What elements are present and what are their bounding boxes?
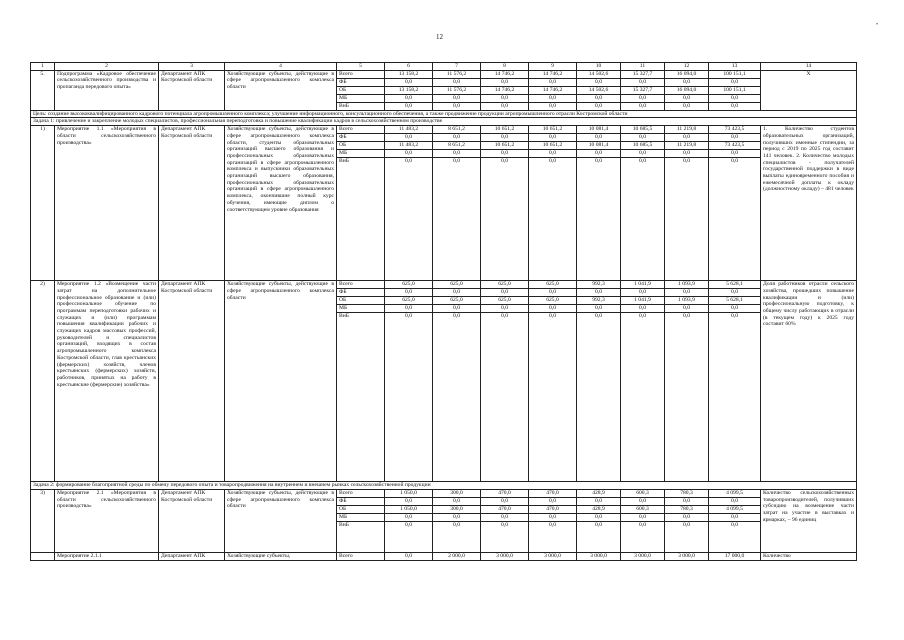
amount-cell: 13 158,2	[385, 70, 433, 78]
funding-source: ФБ	[337, 289, 385, 297]
amount-cell: 10 685,5	[621, 142, 665, 150]
amount-cell: 11 219,8	[665, 126, 709, 134]
amount-cell: 470,0	[481, 489, 529, 497]
task1-row-text: Задача 1: привлечение и закрепление молодых специалистов, профессиональная переподготовка и повышение квалификации кадров в сельскохозяйственном производстве	[31, 118, 857, 126]
expected-result: Количество	[761, 552, 857, 560]
amount-cell: 0,0	[577, 313, 621, 482]
amount-cell: 992,3	[577, 297, 621, 305]
amount-cell: 0,0	[709, 289, 761, 297]
amount-cell: 0,0	[577, 521, 621, 552]
amount-cell: 16 094,0	[665, 70, 709, 78]
amount-cell: 0,0	[385, 521, 433, 552]
amount-cell: 0,0	[665, 497, 709, 505]
amount-cell: 0,0	[621, 102, 665, 110]
amount-cell: 1 050,0	[385, 489, 433, 497]
row-number: 2)	[31, 281, 55, 482]
amount-cell: 0,0	[621, 305, 665, 313]
amount-cell: 0,0	[481, 305, 529, 313]
amount-cell: 0,0	[577, 289, 621, 297]
amount-cell: 0,0	[577, 305, 621, 313]
amount-cell: 11 576,2	[433, 86, 481, 94]
amount-cell: 10 651,2	[481, 126, 529, 134]
executor: Департамент АПК	[159, 552, 225, 560]
funding-source: Всего	[337, 126, 385, 134]
amount-cell: 0,0	[709, 150, 761, 158]
column-number: 5	[337, 63, 385, 71]
amount-cell: 992,3	[577, 281, 621, 289]
amount-cell: 0,0	[621, 150, 665, 158]
amount-cell: 0,0	[665, 150, 709, 158]
amount-cell: 0,0	[433, 158, 481, 281]
participants: Хозяйствующие субъекты, действующие в сфере агропромышленного комплекса области	[225, 281, 337, 482]
amount-cell: 4 099,5	[709, 505, 761, 513]
program-table	[30, 62, 857, 561]
funding-source: МБ	[337, 513, 385, 521]
amount-cell: 625,0	[481, 297, 529, 305]
task2-row	[31, 482, 857, 490]
amount-cell: 100 151,1	[709, 86, 761, 94]
amount-cell: 0,0	[385, 134, 433, 142]
amount-cell: 0,0	[665, 305, 709, 313]
funding-source: ФБ	[337, 134, 385, 142]
amount-cell: 0,0	[385, 150, 433, 158]
amount-cell: 625,0	[385, 281, 433, 289]
amount-cell: 625,0	[385, 297, 433, 305]
amount-cell: 0,0	[529, 521, 577, 552]
amount-cell: 0,0	[665, 521, 709, 552]
amount-cell: 11 483,2	[385, 142, 433, 150]
amount-cell: 1 041,9	[621, 281, 665, 289]
amount-cell: 0,0	[433, 78, 481, 86]
amount-cell: 0,0	[577, 158, 621, 281]
column-number: 4	[225, 63, 337, 71]
amount-cell: 4 099,5	[709, 489, 761, 497]
amount-cell: 0,0	[481, 158, 529, 281]
amount-cell: 3 000,0	[621, 552, 665, 560]
amount-cell: 625,0	[433, 281, 481, 289]
amount-cell: 14 746,2	[529, 70, 577, 78]
amount-cell: 11 219,8	[665, 142, 709, 150]
participants: Хозяйствующие субъекты,	[225, 552, 337, 560]
funding-source: ОБ	[337, 142, 385, 150]
amount-cell: 0,0	[577, 94, 621, 102]
amount-cell: 0,0	[621, 497, 665, 505]
amount-cell: 428,9	[577, 489, 621, 497]
amount-cell: 0,0	[621, 134, 665, 142]
amount-cell: 15 327,7	[621, 70, 665, 78]
amount-cell: 0,0	[433, 134, 481, 142]
funding-source: ОБ	[337, 86, 385, 94]
task1-row	[31, 118, 857, 126]
amount-cell: 300,0	[433, 505, 481, 513]
amount-cell: 0,0	[433, 150, 481, 158]
executor: Департамент АПК Костромской области	[159, 70, 225, 110]
amount-cell: 0,0	[621, 521, 665, 552]
page-number: 12	[436, 33, 443, 41]
amount-cell: 5 628,1	[709, 281, 761, 289]
column-number: 9	[529, 63, 577, 71]
row-number: 1)	[31, 126, 55, 281]
participants: Хозяйствующие субъекты, действующие в сфере агропромышленного комплекса области	[225, 489, 337, 552]
amount-cell: 15 327,7	[621, 86, 665, 94]
amount-cell: 1 041,9	[621, 297, 665, 305]
funding-source: ВнБ	[337, 313, 385, 482]
amount-cell: 1 093,9	[665, 297, 709, 305]
amount-cell: 0,0	[621, 78, 665, 86]
funding-source: МБ	[337, 150, 385, 158]
amount-cell: 10 651,2	[481, 142, 529, 150]
expected-result: 1. Количество студентов образовательных организаций, получивших именные стипендии, за период с 2019 по 2025 год составит 141 человек. 2. Количество молодых специалистов - получателей государственной поддержки в виде выплаты единовременного пособия и ежемесячной доплаты к окладу (должностному окладу) – 481 человек	[761, 126, 857, 281]
funding-source: ВнБ	[337, 521, 385, 552]
amount-cell: 0,0	[709, 521, 761, 552]
finance-row	[31, 489, 857, 497]
amount-cell: 0,0	[529, 150, 577, 158]
amount-cell: 0,0	[709, 134, 761, 142]
amount-cell: 625,0	[529, 281, 577, 289]
column-number: 11	[621, 63, 665, 71]
column-number: 7	[433, 63, 481, 71]
amount-cell: 0,0	[433, 313, 481, 482]
amount-cell: 100 151,1	[709, 70, 761, 78]
amount-cell: 11 483,2	[385, 126, 433, 134]
amount-cell: 0,0	[709, 94, 761, 102]
amount-cell: 0,0	[481, 313, 529, 482]
amount-cell: 8 651,2	[433, 142, 481, 150]
column-number: 2	[55, 63, 159, 71]
expected-result: Количество сельскохозяйственных товаропроизводителей, получивших субсидию на возмещение части затрат на участие в выставках и ярмарках, – 96 единиц	[761, 489, 857, 552]
column-number: 12	[665, 63, 709, 71]
column-number: 8	[481, 63, 529, 71]
amount-cell: 14 746,2	[529, 86, 577, 94]
amount-cell: 0,0	[665, 134, 709, 142]
amount-cell: 0,0	[665, 94, 709, 102]
amount-cell: 0,0	[577, 513, 621, 521]
measure-name: Мероприятие 2.1.1	[55, 552, 159, 560]
amount-cell: 0,0	[385, 513, 433, 521]
amount-cell: 0,0	[577, 102, 621, 110]
amount-cell: 2 000,0	[433, 552, 481, 560]
finance-row	[31, 70, 857, 78]
amount-cell: 0,0	[665, 513, 709, 521]
funding-source: ВнБ	[337, 102, 385, 110]
amount-cell: 0,0	[433, 102, 481, 110]
participants: Хозяйствующие субъекты, действующие в сфере агропромышленного комплекса области	[225, 70, 337, 110]
amount-cell: 0,0	[665, 313, 709, 482]
column-number: 10	[577, 63, 621, 71]
funding-source: ФБ	[337, 78, 385, 86]
measure-name: Мероприятие 2.1 «Мероприятия в области сельскохозяйственного производства»	[55, 489, 159, 552]
amount-cell: 0,0	[529, 134, 577, 142]
amount-cell: 0,0	[529, 94, 577, 102]
amount-cell: 0,0	[385, 78, 433, 86]
funding-source: МБ	[337, 94, 385, 102]
expected-result: X	[761, 70, 857, 110]
amount-cell: 0,0	[709, 305, 761, 313]
funding-source: Всего	[337, 552, 385, 560]
amount-cell: 0,0	[709, 78, 761, 86]
amount-cell: 0,0	[665, 102, 709, 110]
amount-cell: 0,0	[481, 521, 529, 552]
column-number: 6	[385, 63, 433, 71]
amount-cell: 0,0	[709, 313, 761, 482]
row-number: 5.	[31, 70, 55, 110]
amount-cell: 470,0	[529, 489, 577, 497]
amount-cell: 0,0	[385, 102, 433, 110]
column-number: 3	[159, 63, 225, 71]
amount-cell: 0,0	[709, 102, 761, 110]
amount-cell: 428,9	[577, 505, 621, 513]
amount-cell: 0,0	[529, 102, 577, 110]
amount-cell: 0,0	[481, 102, 529, 110]
amount-cell: 0,0	[385, 313, 433, 482]
amount-cell: 0,0	[385, 552, 433, 560]
amount-cell: 0,0	[529, 313, 577, 482]
amount-cell: 17 000,0	[709, 552, 761, 560]
executor: Департамент АПК Костромской области	[159, 489, 225, 552]
amount-cell: 470,0	[529, 505, 577, 513]
amount-cell: 0,0	[481, 150, 529, 158]
amount-cell: 1 050,0	[385, 505, 433, 513]
amount-cell: 0,0	[621, 513, 665, 521]
row-number	[31, 552, 55, 560]
amount-cell: 3 000,0	[665, 552, 709, 560]
column-number: 14	[761, 63, 857, 71]
amount-cell: 0,0	[481, 78, 529, 86]
amount-cell: 14 502,6	[577, 86, 621, 94]
funding-source: ФБ	[337, 497, 385, 505]
amount-cell: 5 628,1	[709, 297, 761, 305]
amount-cell: 8 651,2	[433, 126, 481, 134]
amount-cell: 625,0	[481, 281, 529, 289]
amount-cell: 0,0	[385, 305, 433, 313]
funding-source: ОБ	[337, 297, 385, 305]
amount-cell: 0,0	[385, 289, 433, 297]
task2-row-text: Задача 2: формирование благоприятной среды по обмену передового опыта и товаропродвижения на внутреннем и внешнем рынках сельскохозяйственной продукции	[31, 482, 857, 490]
amount-cell: 0,0	[433, 513, 481, 521]
amount-cell: 0,0	[577, 134, 621, 142]
scan-mark: •	[876, 22, 879, 28]
amount-cell: 10 685,5	[621, 126, 665, 134]
finance-row	[31, 552, 857, 560]
funding-source: Всего	[337, 489, 385, 497]
column-numbers-row	[31, 63, 857, 71]
amount-cell: 0,0	[385, 497, 433, 505]
amount-cell: 0,0	[529, 158, 577, 281]
amount-cell: 0,0	[433, 289, 481, 297]
amount-cell: 600,3	[621, 505, 665, 513]
amount-cell: 3 000,0	[577, 552, 621, 560]
funding-source: Всего	[337, 70, 385, 78]
executor: Департамент АПК Костромской области	[159, 281, 225, 482]
amount-cell: 0,0	[621, 313, 665, 482]
amount-cell: 3 000,0	[529, 552, 577, 560]
amount-cell: 0,0	[433, 521, 481, 552]
column-number: 1	[31, 63, 55, 71]
amount-cell: 0,0	[577, 497, 621, 505]
amount-cell: 14 746,2	[481, 70, 529, 78]
amount-cell: 0,0	[433, 94, 481, 102]
measure-name: Мероприятие 1.1 «Мероприятия в области сельскохозяйственного производства»	[55, 126, 159, 281]
funding-source: Всего	[337, 281, 385, 289]
amount-cell: 0,0	[665, 289, 709, 297]
amount-cell: 600,3	[621, 489, 665, 497]
amount-cell: 14 502,6	[577, 70, 621, 78]
amount-cell: 73 423,5	[709, 142, 761, 150]
amount-cell: 0,0	[709, 497, 761, 505]
amount-cell: 0,0	[621, 94, 665, 102]
amount-cell: 73 423,5	[709, 126, 761, 134]
amount-cell: 0,0	[665, 78, 709, 86]
amount-cell: 470,0	[481, 505, 529, 513]
executor: Департамент АПК Костромской области	[159, 126, 225, 281]
amount-cell: 0,0	[709, 158, 761, 281]
amount-cell: 0,0	[577, 78, 621, 86]
amount-cell: 1 093,9	[665, 281, 709, 289]
amount-cell: 10 651,2	[529, 142, 577, 150]
amount-cell: 0,0	[621, 158, 665, 281]
row-number: 3)	[31, 489, 55, 552]
amount-cell: 0,0	[385, 158, 433, 281]
amount-cell: 13 158,2	[385, 86, 433, 94]
amount-cell: 0,0	[529, 289, 577, 297]
finance-row	[31, 281, 857, 289]
finance-row	[31, 126, 857, 134]
amount-cell: 14 746,2	[481, 86, 529, 94]
amount-cell: 10 081,4	[577, 126, 621, 134]
participants: Хозяйствующие субъекты, действующие в сфере агропромышленного комплекса области, студенты образовательных организаций высшего образования и профессиональных образовательных организаций в сфере агропромышленного комплекса и выпускники образовательных организаций высшего образования, профессиональных образовательных организаций в сфере агропромышленного комплекса, окончившие полный курс обучения, имеющие диплом о соответствующем уровне образования	[225, 126, 337, 281]
amount-cell: 0,0	[481, 289, 529, 297]
amount-cell: 0,0	[481, 134, 529, 142]
amount-cell: 0,0	[621, 289, 665, 297]
funding-source: ОБ	[337, 505, 385, 513]
amount-cell: 0,0	[433, 305, 481, 313]
amount-cell: 10 081,4	[577, 142, 621, 150]
measure-name: Подпрограмма «Кадровое обеспечение сельскохозяйственного производства и пропаганда передового опыта»	[55, 70, 159, 110]
amount-cell: 0,0	[529, 78, 577, 86]
measure-name: Мероприятие 1.2 «Возмещение части затрат на дополнительное профессиональное образование и (или) профессиональное обучение по программам переподготовки рабочих и служащих и (или) программам повышения квалификации рабочих и служащих кадров массовых профессий, руководителей и специалистов организаций, входящих в состав агропромышленного комплекса Костромской области, глав крестьянских (фермерских) хозяйств, членов крестьянских (фермерских) хозяйств, работников, принятых на работу в крестьянские (фермерские) хозяйства»	[55, 281, 159, 482]
amount-cell: 0,0	[709, 513, 761, 521]
amount-cell: 625,0	[529, 297, 577, 305]
amount-cell: 16 094,0	[665, 86, 709, 94]
amount-cell: 0,0	[529, 305, 577, 313]
funding-source: ВнБ	[337, 158, 385, 281]
amount-cell: 3 000,0	[481, 552, 529, 560]
amount-cell: 10 651,2	[529, 126, 577, 134]
goal-row-text: Цель: создание высококвалифицированного кадрового потенциала агропромышленного комплекса; улучшение информационного, консультационного обеспечения, а также продвижение продукции агропромышленного отрасли Костромской области	[31, 110, 857, 118]
amount-cell: 0,0	[577, 150, 621, 158]
amount-cell: 300,0	[433, 489, 481, 497]
amount-cell: 0,0	[433, 497, 481, 505]
funding-source: МБ	[337, 305, 385, 313]
amount-cell: 780,3	[665, 505, 709, 513]
column-number: 13	[709, 63, 761, 71]
amount-cell: 0,0	[481, 94, 529, 102]
amount-cell: 625,0	[433, 297, 481, 305]
amount-cell: 0,0	[529, 513, 577, 521]
amount-cell: 780,3	[665, 489, 709, 497]
amount-cell: 0,0	[385, 94, 433, 102]
amount-cell: 0,0	[481, 513, 529, 521]
amount-cell: 11 576,2	[433, 70, 481, 78]
goal-row	[31, 110, 857, 118]
amount-cell: 0,0	[665, 158, 709, 281]
amount-cell: 0,0	[529, 497, 577, 505]
expected-result: Доля работников отрасли сельского хозяйства, прошедших повышение квалификации и (или) профессиональную подготовку, к общему числу работающих в отрасли (в текущем году) к 2025 году составит 60%	[761, 281, 857, 482]
amount-cell: 0,0	[481, 497, 529, 505]
